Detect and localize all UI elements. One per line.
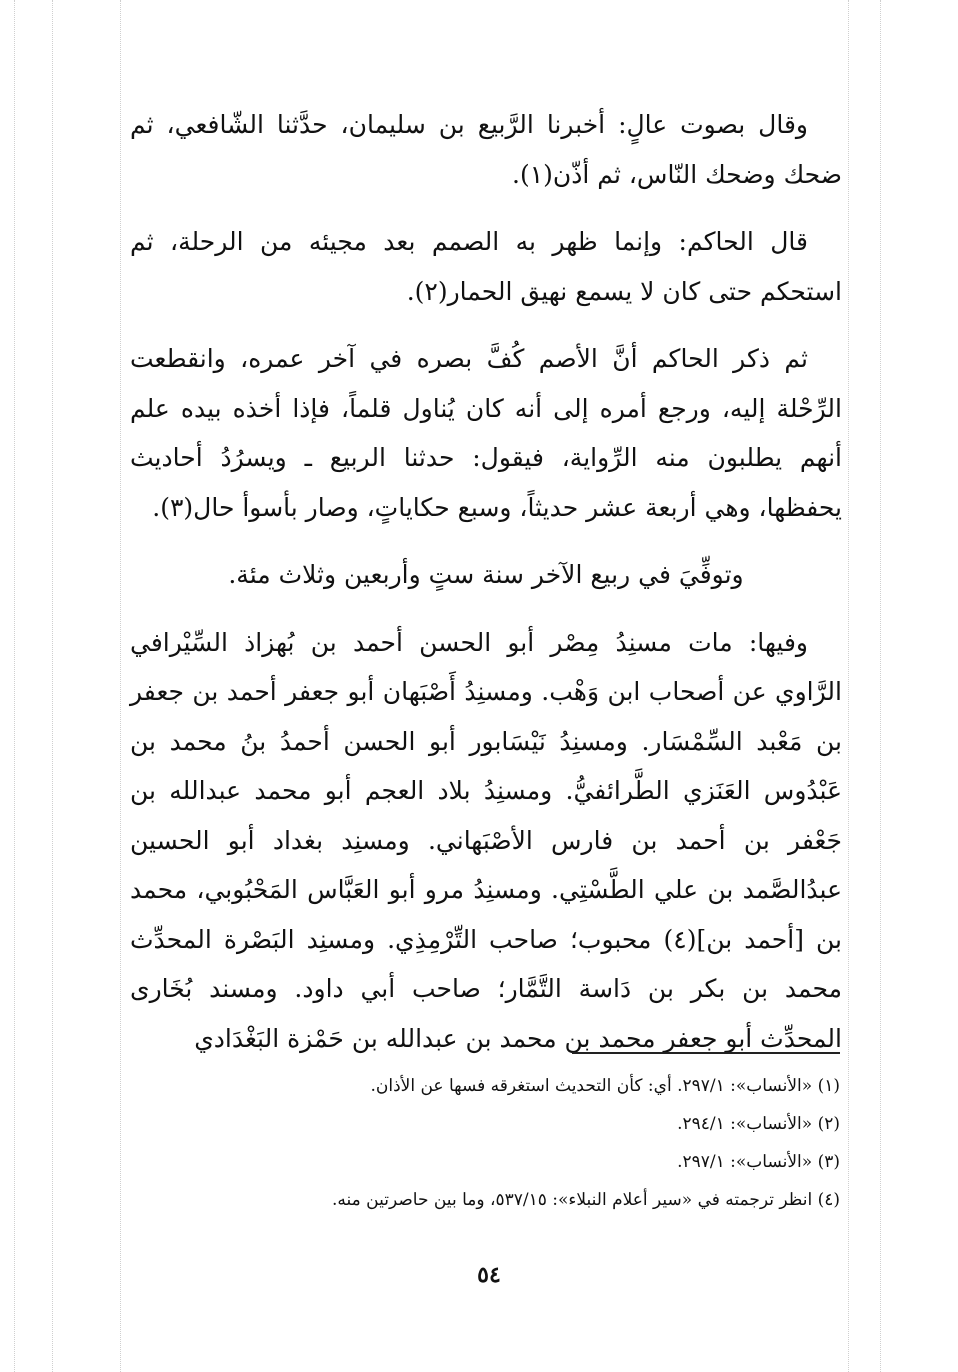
paragraph: وقال بصوت عالٍ: أخبرنا الرَّبيع بن سليمان، حدَّثنا الشّافعي، ثم ضحك وضحك النّاس، ثم أذّن(١). (130, 110, 842, 189)
scan-edge-line-left-inner (52, 0, 53, 1372)
footnote: (٣) «الأنساب»: ٢٩٧/١. (677, 1152, 840, 1172)
footnotes (200, 1067, 840, 1219)
paragraph: ثم ذكر الحاكم أنَّ الأصم كُفَّ بصره في آخر عمره، وانقطعت الرِّحْلة إليه، ورجع أمره إلى أنه كان يُناول قلماً، فإذا أخذه بيده علم أنهم يطلبون منه الرِّواية، فيقول: حدثنا الربيع ـ ويسرُدُ أحاديث يحفظها، وهي أربعة عشر حديثاً، وسبع حكاياتٍ، وصار بأسوأ حال(٣). (130, 344, 842, 522)
page-number: ٥٤ (477, 1262, 501, 1288)
scan-margin-line-left (120, 0, 121, 1372)
scan-edge-line-right (880, 0, 881, 1372)
scan-edge-line-left (14, 0, 15, 1372)
main-text (130, 100, 842, 1081)
paragraph: قال الحاكم: وإنما ظهر به الصمم بعد مجيئه من الرحلة، ثم استحكم حتى كان لا يسمع نهيق الحمار(٢). (130, 227, 842, 306)
scan-margin-line-right (848, 0, 849, 1372)
paragraph: وتوفِّيَ في ربيع الآخر سنة ستٍ وأربعين وثلاث مئة. (228, 560, 744, 589)
footnote-separator (572, 1052, 840, 1054)
paragraph: وفيها: مات مسنِدُ مِصْر أبو الحسن أحمد بن بُهزاذ السِّيْرافي الرَّاوي عن أصحاب ابن وَهْب. ومسنِدُ أَصْبَهان أبو جعفر أحمد بن جعفر بن مَعْبد السِّمْسَار. ومسنِدُ نَيْسَابور أبو الحسن أحمدُ بنُ محمد بن عَبْدُوس العَنَزي الطَّرائفيُّ. ومسنِدُ بلاد العجم أبو محمد عبدالله بن جَعْفر بن أحمد بن فارس الأصْبَهاني. ومسنِد بغداد أبو الحسين عبدُالصَّمد بن علي الطَّسْتِي. ومسنِدُ مرو أبو العَبَّاس المَحْبُوبي، محمد بن [أحمد بن](٤) محبوب؛ صاحب التِّرْمِذِي. ومسنِد البَصْرة المحدِّث محمد بن بكر بن دَاسة التَّمَّار؛ صاحب أبي داود. ومسند بُخَارى المحدِّث أبو جعفر محمد بن محمد بن عبدالله بن حَمْزة البَغْدَادي (130, 627, 843, 1053)
footnote: (١) «الأنساب»: ٢٩٧/١. أي: كأن التحديث استغرقه فسها عن الأذان. (370, 1076, 840, 1096)
footnote: (٢) «الأنساب»: ٢٩٤/١. (677, 1114, 840, 1134)
footnote: (٤) انظر ترجمته في «سير أعلام النبلاء»: ٥٣٧/١٥، وما بين حاصرتين منه. (332, 1190, 840, 1210)
